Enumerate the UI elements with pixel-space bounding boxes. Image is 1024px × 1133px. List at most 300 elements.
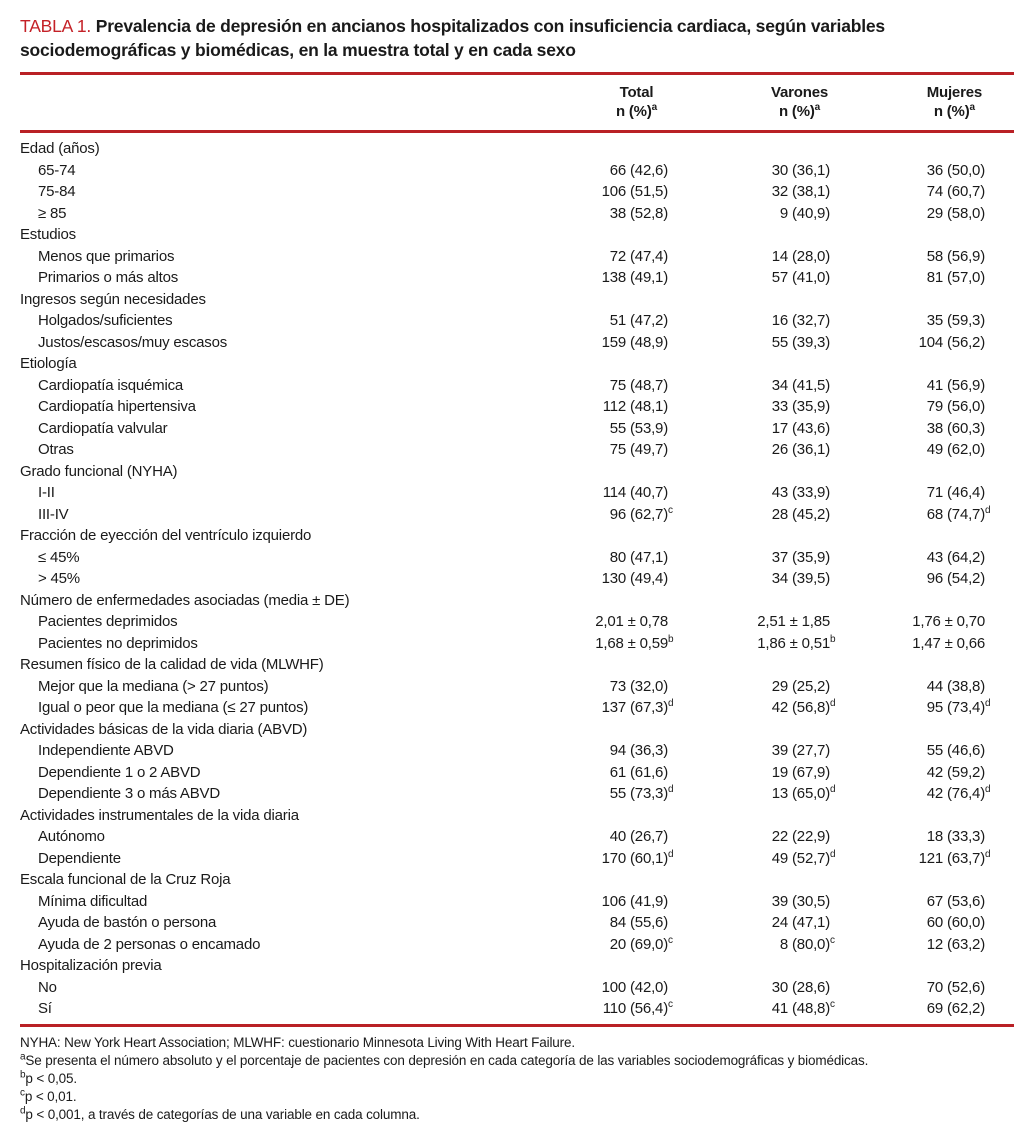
cell-value: 42 (56,8) [771, 699, 830, 716]
footnote: $^c$p < 0,01. [20, 1087, 77, 1104]
table-row [20, 332, 1014, 354]
cell-value: 55 (73,3) [609, 785, 668, 802]
cell-value: 61 (61,6) [609, 763, 668, 781]
table-row [20, 568, 1014, 590]
cell-varones [668, 132, 830, 160]
footnote: $^a$Se presenta el número absoluto y el porcentaje de pacientes con depresión en cada categoría de las variables sociodemográficas y biomédicas. [20, 1051, 869, 1068]
cell-varones [668, 805, 830, 827]
table-number: TABLA 1. [20, 16, 92, 36]
cell-value: 121 (63,7) [918, 849, 985, 867]
table-row [20, 310, 1014, 332]
cell-value: 9 (40,9) [779, 204, 830, 222]
cell-total [460, 224, 668, 246]
cell-value: 55 (39,3) [771, 333, 830, 351]
cell-value: 114 (40,7) [602, 484, 668, 501]
group-row [20, 869, 1014, 891]
cell-value: 66 (42,6) [609, 161, 668, 179]
group-row [20, 590, 1014, 612]
row-label: No [38, 978, 57, 996]
table-row [20, 977, 1014, 999]
table-row [20, 482, 1014, 504]
row-label: Mínima dificultad [38, 892, 148, 910]
cell-mujeres [830, 267, 1014, 289]
cell-mujeres [830, 590, 1014, 612]
cell-total [460, 439, 668, 461]
cell-value: 33 (35,9) [771, 398, 830, 415]
cell-value: 34 (41,5) [771, 376, 830, 394]
row-label: Ayuda de bastón o persona [38, 914, 217, 931]
cell-varones [668, 590, 830, 612]
cell-total [460, 654, 668, 676]
col-header-total-label: Total [619, 84, 654, 101]
cell-varones [668, 525, 830, 547]
cell-value: 40 (26,7) [609, 828, 668, 845]
row-label: Cardiopatía hipertensiva [38, 398, 196, 415]
row-label: Estudios [20, 226, 76, 243]
cell-value: 17 (43,6) [771, 419, 830, 437]
footnotes [20, 1034, 1014, 1124]
cell-value: 75 (48,7) [609, 376, 668, 394]
table-row [20, 848, 1014, 870]
cell-value: 37 (35,9) [771, 548, 830, 566]
cell-value: 43 (64,2) [926, 548, 985, 566]
footnote: NYHA: New York Heart Association; MLWHF: cuestionario Minnesota Living With Heart Failure. [20, 1034, 575, 1050]
col-header-varones-sup: a [814, 102, 821, 113]
cell-mujeres [830, 611, 1014, 633]
cell-value: 29 (25,2) [771, 677, 830, 695]
cell-total [460, 375, 668, 397]
cell-value: 26 (36,1) [771, 441, 830, 458]
cell-value: 1,47 ± 0,66 [912, 634, 985, 652]
group-row [20, 289, 1014, 311]
cell-varones [668, 547, 830, 569]
cell-total [460, 310, 668, 332]
cell-value: 94 (36,3) [609, 742, 668, 759]
cell-mujeres: 95 $(73,4)^d$ [926, 698, 991, 716]
cell-total [460, 332, 668, 354]
cell-value: 106 (51,5) [601, 183, 668, 200]
cell-varones [668, 568, 830, 590]
cell-varones [668, 891, 830, 913]
group-row [20, 525, 1014, 547]
cell-value: 60 (60,0) [926, 914, 985, 931]
table-row [20, 160, 1014, 182]
row-label: Grado funcional (NYHA) [20, 462, 178, 480]
cell-varones [668, 332, 830, 354]
cell-total [460, 719, 668, 741]
cell-total [460, 525, 668, 547]
cell-varones [668, 762, 830, 784]
table-row [20, 891, 1014, 913]
cell-value: 39 (27,7) [771, 742, 830, 759]
cell-mujeres [830, 203, 1014, 225]
row-label: Justos/escasos/muy escasos [38, 333, 228, 351]
cell-total [460, 955, 668, 977]
cell-value: 106 (41,9) [601, 892, 668, 910]
row-label: Cardiopatía isquémica [38, 376, 184, 394]
group-row [20, 224, 1014, 246]
cell-total [460, 353, 668, 375]
cell-value: 43 (33,9) [771, 484, 830, 501]
cell-value: 95 (73,4) [926, 699, 985, 716]
cell-mujeres: 121 $(63,7)^d$ [918, 848, 991, 867]
cell-varones [668, 955, 830, 977]
cell-value: 1,68 ± 0,59 [595, 634, 668, 652]
cell-value: 80 (47,1) [609, 548, 668, 566]
cell-total [460, 676, 668, 698]
cell-value: 32 (38,1) [771, 183, 830, 200]
cell-total [460, 869, 668, 891]
col-header-varones-label: Varones [771, 84, 828, 101]
cell-value: 112 (48,1) [602, 398, 668, 415]
cell-total [460, 547, 668, 569]
cell-mujeres [830, 439, 1014, 461]
row-label: > 45% [38, 570, 80, 587]
cell-value: 96 (62,7) [609, 505, 668, 523]
table-row [20, 826, 1014, 848]
group-row [20, 132, 1014, 160]
row-label: Pacientes deprimidos [38, 613, 178, 630]
cell-mujeres [830, 461, 1014, 483]
group-row [20, 719, 1014, 741]
cell-varones [668, 826, 830, 848]
cell-varones [668, 418, 830, 440]
cell-varones [668, 160, 830, 182]
row-label: Hospitalización previa [20, 957, 162, 974]
col-header-mujeres-sub: n (%) [933, 103, 970, 120]
cell-total [460, 289, 668, 311]
cell-mujeres [830, 891, 1014, 913]
cell-value: 14 (28,0) [771, 247, 830, 265]
cell-total: 110 $(56,4)^c$ [460, 998, 668, 1025]
cell-varones [668, 461, 830, 483]
footnote-superscript: b [20, 1069, 26, 1080]
row-label: Cardiopatía valvular [38, 419, 168, 437]
cell-total [460, 160, 668, 182]
table-row [20, 203, 1014, 225]
cell-value: 70 (52,6) [926, 978, 985, 996]
cell-mujeres [830, 132, 1014, 160]
row-label: Dependiente 1 o 2 ABVD [38, 763, 201, 781]
cell-mujeres [830, 977, 1014, 999]
table-row [20, 267, 1014, 289]
cell-mujeres [830, 332, 1014, 354]
cell-value: 68 (74,7) [926, 505, 985, 523]
table-row [20, 611, 1014, 633]
cell-value: 13 (65,0) [771, 785, 830, 802]
cell-value: 57 (41,0) [771, 269, 830, 286]
table-row [20, 762, 1014, 784]
cell-value: 18 (33,3) [926, 828, 985, 845]
cell-varones [668, 396, 830, 418]
cell-value: 22 (22,9) [771, 828, 830, 845]
cell-mujeres [830, 826, 1014, 848]
col-header-variable [20, 74, 460, 132]
row-label: ≤ 45% [38, 548, 80, 566]
cell-value: 42 (76,4) [926, 785, 985, 802]
cell-value: 1,76 ± 0,70 [912, 613, 985, 630]
cell-value: 170 (60,1) [601, 849, 668, 867]
cell-value: 41 (48,8) [771, 1000, 830, 1017]
cell-value: 96 (54,2) [926, 570, 985, 587]
cell-value: 44 (38,8) [926, 677, 985, 695]
row-label: Fracción de eyección del ventrículo izquierdo [20, 527, 312, 544]
col-header-mujeres-sup: a [969, 102, 975, 113]
table-row [20, 633, 1014, 655]
col-header-total [460, 74, 668, 132]
row-label: Primarios o más altos [38, 269, 179, 286]
cell-total [460, 826, 668, 848]
cell-value: 75 (49,7) [609, 441, 668, 458]
table-body [20, 132, 1014, 1026]
cell-mujeres: 42 $(76,4)^d$ [926, 784, 991, 802]
cell-value: 104 (56,2) [918, 333, 985, 351]
cell-total [460, 267, 668, 289]
cell-varones [668, 289, 830, 311]
cell-value: 2,01 ± 0,78 [595, 613, 668, 630]
cell-value: 39 (30,5) [771, 892, 830, 910]
cell-mujeres [830, 289, 1014, 311]
row-label: Escala funcional de la Cruz Roja [20, 871, 231, 888]
cell-mujeres [830, 654, 1014, 676]
table-title [20, 14, 984, 62]
row-label: 75-84 [38, 183, 76, 200]
cell-value: 30 (36,1) [771, 161, 830, 179]
row-label: Ingresos según necesidades [20, 290, 206, 308]
cell-value: 51 (47,2) [609, 312, 668, 329]
footnote: $^b$p < 0,05. [20, 1069, 77, 1086]
table-row [20, 246, 1014, 268]
col-header-mujeres-label: Mujeres [926, 84, 982, 101]
table-row [20, 547, 1014, 569]
table-title-text: Prevalencia de depresión en ancianos hospitalizados con insuficiencia cardiaca, según variables sociodemográficas y biomédicas, en la muestra total y en cada sexo [20, 16, 885, 60]
row-label: Menos que primarios [38, 247, 175, 265]
cell-value: 159 (48,9) [601, 333, 668, 351]
group-row [20, 955, 1014, 977]
cell-value: 67 (53,6) [926, 892, 985, 910]
cell-value: 12 (63,2) [926, 935, 985, 953]
cell-mujeres [830, 482, 1014, 504]
cell-value: 29 (58,0) [926, 204, 985, 222]
cell-mujeres [830, 246, 1014, 268]
cell-mujeres [830, 547, 1014, 569]
cell-value: 84 (55,6) [609, 914, 668, 931]
cell-total [460, 246, 668, 268]
cell-value: 130 (49,4) [601, 570, 668, 587]
group-row [20, 805, 1014, 827]
cell-varones [668, 611, 830, 633]
cell-value: 137 (67,3) [601, 699, 668, 716]
cell-total [460, 203, 668, 225]
cell-varones [668, 740, 830, 762]
row-label: Ayuda de 2 personas o encamado [38, 935, 261, 953]
cell-mujeres [830, 955, 1014, 977]
cell-total [460, 396, 668, 418]
cell-total [460, 912, 668, 934]
cell-total: 20 $(69,0)^c$ [609, 934, 673, 953]
cell-total [460, 132, 668, 160]
cell-value: 55 (53,9) [609, 419, 668, 437]
cell-varones [668, 676, 830, 698]
row-label: Actividades instrumentales de la vida diaria [20, 806, 299, 824]
table-row [20, 998, 1014, 1025]
cell-mujeres [830, 934, 1014, 956]
cell-total [460, 482, 668, 504]
cell-varones [668, 267, 830, 289]
cell-total: 96 $(62,7)^c$ [609, 504, 673, 523]
cell-varones [668, 246, 830, 268]
cell-mujeres [830, 375, 1014, 397]
table-row [20, 418, 1014, 440]
cell-varones [668, 977, 830, 999]
row-label: Igual o peor que la mediana (≤ 27 puntos) [38, 699, 309, 716]
cell-mujeres [830, 310, 1014, 332]
cell-varones [668, 375, 830, 397]
table-row [20, 934, 1014, 956]
cell-value: 100 (42,0) [601, 978, 668, 996]
table-row [20, 396, 1014, 418]
cell-mujeres [830, 353, 1014, 375]
cell-varones [668, 869, 830, 891]
cell-value: 8 (80,0) [779, 935, 830, 953]
cell-mujeres [830, 568, 1014, 590]
cell-value: 2,51 ± 1,85 [757, 613, 830, 630]
table-row [20, 676, 1014, 698]
row-label: Otras [38, 441, 74, 458]
cell-varones: 1,86 ± 0,51$^b$ [757, 633, 836, 652]
table-row [20, 697, 1014, 719]
row-label: I-II [38, 484, 55, 501]
cell-mujeres [830, 676, 1014, 698]
cell-mujeres [830, 525, 1014, 547]
cell-value: 19 (67,9) [771, 763, 830, 781]
cell-value: 58 (56,9) [926, 247, 985, 265]
cell-varones [668, 181, 830, 203]
row-label: Independiente ABVD [38, 742, 174, 759]
footnote-superscript: c [20, 1087, 25, 1098]
table-row [20, 912, 1014, 934]
cell-value: 24 (47,1) [771, 914, 830, 931]
cell-value: 55 (46,6) [926, 742, 985, 759]
row-label: Dependiente [38, 849, 121, 867]
cell-mujeres [830, 224, 1014, 246]
cell-varones [668, 310, 830, 332]
cell-varones: 41 $(48,8)^c$ [668, 998, 830, 1025]
cell-varones [668, 504, 830, 526]
row-label: III-IV [38, 505, 69, 523]
cell-mujeres [830, 418, 1014, 440]
cell-varones [668, 719, 830, 741]
cell-total [460, 461, 668, 483]
cell-varones: 42 $(56,8)^d$ [771, 698, 836, 716]
cell-mujeres [830, 633, 1014, 655]
cell-value: 42 (59,2) [926, 763, 985, 781]
cell-value: 138 (49,1) [601, 269, 668, 286]
group-row [20, 353, 1014, 375]
cell-total [460, 568, 668, 590]
row-label: Etiología [20, 355, 77, 372]
row-label: Número de enfermedades asociadas (media ± DE) [20, 591, 350, 609]
row-label: Holgados/suficientes [38, 312, 173, 329]
table-row [20, 439, 1014, 461]
cell-value: 16 (32,7) [771, 312, 830, 329]
prevalence-table [20, 72, 1014, 1027]
cell-value: 110 (56,4) [602, 1000, 668, 1017]
table-header-row [20, 74, 1014, 132]
row-label: Sí [20, 998, 460, 1025]
cell-total [460, 181, 668, 203]
cell-total [460, 977, 668, 999]
group-row [20, 461, 1014, 483]
cell-value: 81 (57,0) [926, 269, 985, 286]
cell-value: 72 (47,4) [609, 247, 668, 265]
cell-total [460, 418, 668, 440]
table-row [20, 783, 1014, 805]
row-label: Dependiente 3 o más ABVD [38, 785, 220, 802]
cell-mujeres [830, 998, 1014, 1025]
cell-value: 38 (52,8) [609, 204, 668, 222]
group-row [20, 654, 1014, 676]
cell-total [460, 590, 668, 612]
cell-value: 71 (46,4) [926, 484, 985, 501]
row-label: ≥ 85 [38, 204, 67, 222]
row-label: Mejor que la mediana (> 27 puntos) [38, 677, 269, 695]
cell-mujeres [830, 740, 1014, 762]
cell-value: 41 (56,9) [926, 376, 985, 394]
cell-total [460, 891, 668, 913]
cell-value: 28 (45,2) [771, 505, 830, 523]
cell-mujeres [830, 762, 1014, 784]
row-label: 65-74 [38, 161, 76, 179]
cell-varones [668, 224, 830, 246]
table-row [20, 740, 1014, 762]
cell-value: 49 (62,0) [926, 441, 985, 458]
cell-value: 1,86 ± 0,51 [757, 634, 830, 652]
col-header-varones [668, 74, 830, 132]
col-header-total-sub: n (%) [615, 103, 652, 120]
cell-total: 137 $(67,3)^d$ [601, 698, 674, 716]
cell-value: 34 (39,5) [771, 570, 830, 587]
cell-varones: 49 $(52,7)^d$ [771, 848, 836, 867]
cell-value: 49 (52,7) [771, 849, 830, 867]
cell-mujeres [830, 912, 1014, 934]
cell-varones [668, 482, 830, 504]
table-row [20, 181, 1014, 203]
cell-value: 35 (59,3) [926, 312, 985, 329]
row-label: Edad (años) [20, 140, 100, 157]
cell-varones [668, 203, 830, 225]
cell-varones [668, 353, 830, 375]
cell-mujeres [830, 396, 1014, 418]
cell-total: 1,68 ± 0,59$^b$ [595, 633, 674, 652]
row-label: Pacientes no deprimidos [38, 634, 198, 652]
row-label: Resumen físico de la calidad de vida (MLWHF) [20, 656, 324, 673]
cell-total [460, 805, 668, 827]
cell-varones [668, 654, 830, 676]
cell-total: 55 $(73,3)^d$ [609, 784, 674, 802]
cell-value: 73 (32,0) [609, 677, 668, 695]
cell-varones [668, 439, 830, 461]
cell-total [460, 762, 668, 784]
cell-mujeres [830, 805, 1014, 827]
cell-value: 20 (69,0) [609, 935, 668, 953]
cell-mujeres: 68 $(74,7)^d$ [926, 504, 991, 523]
col-header-total-sup: a [651, 102, 657, 113]
cell-mujeres [830, 181, 1014, 203]
cell-total: 170 $(60,1)^d$ [601, 848, 674, 867]
cell-value: 69 (62,2) [926, 1000, 985, 1017]
col-header-varones-sub: n (%) [778, 103, 815, 120]
